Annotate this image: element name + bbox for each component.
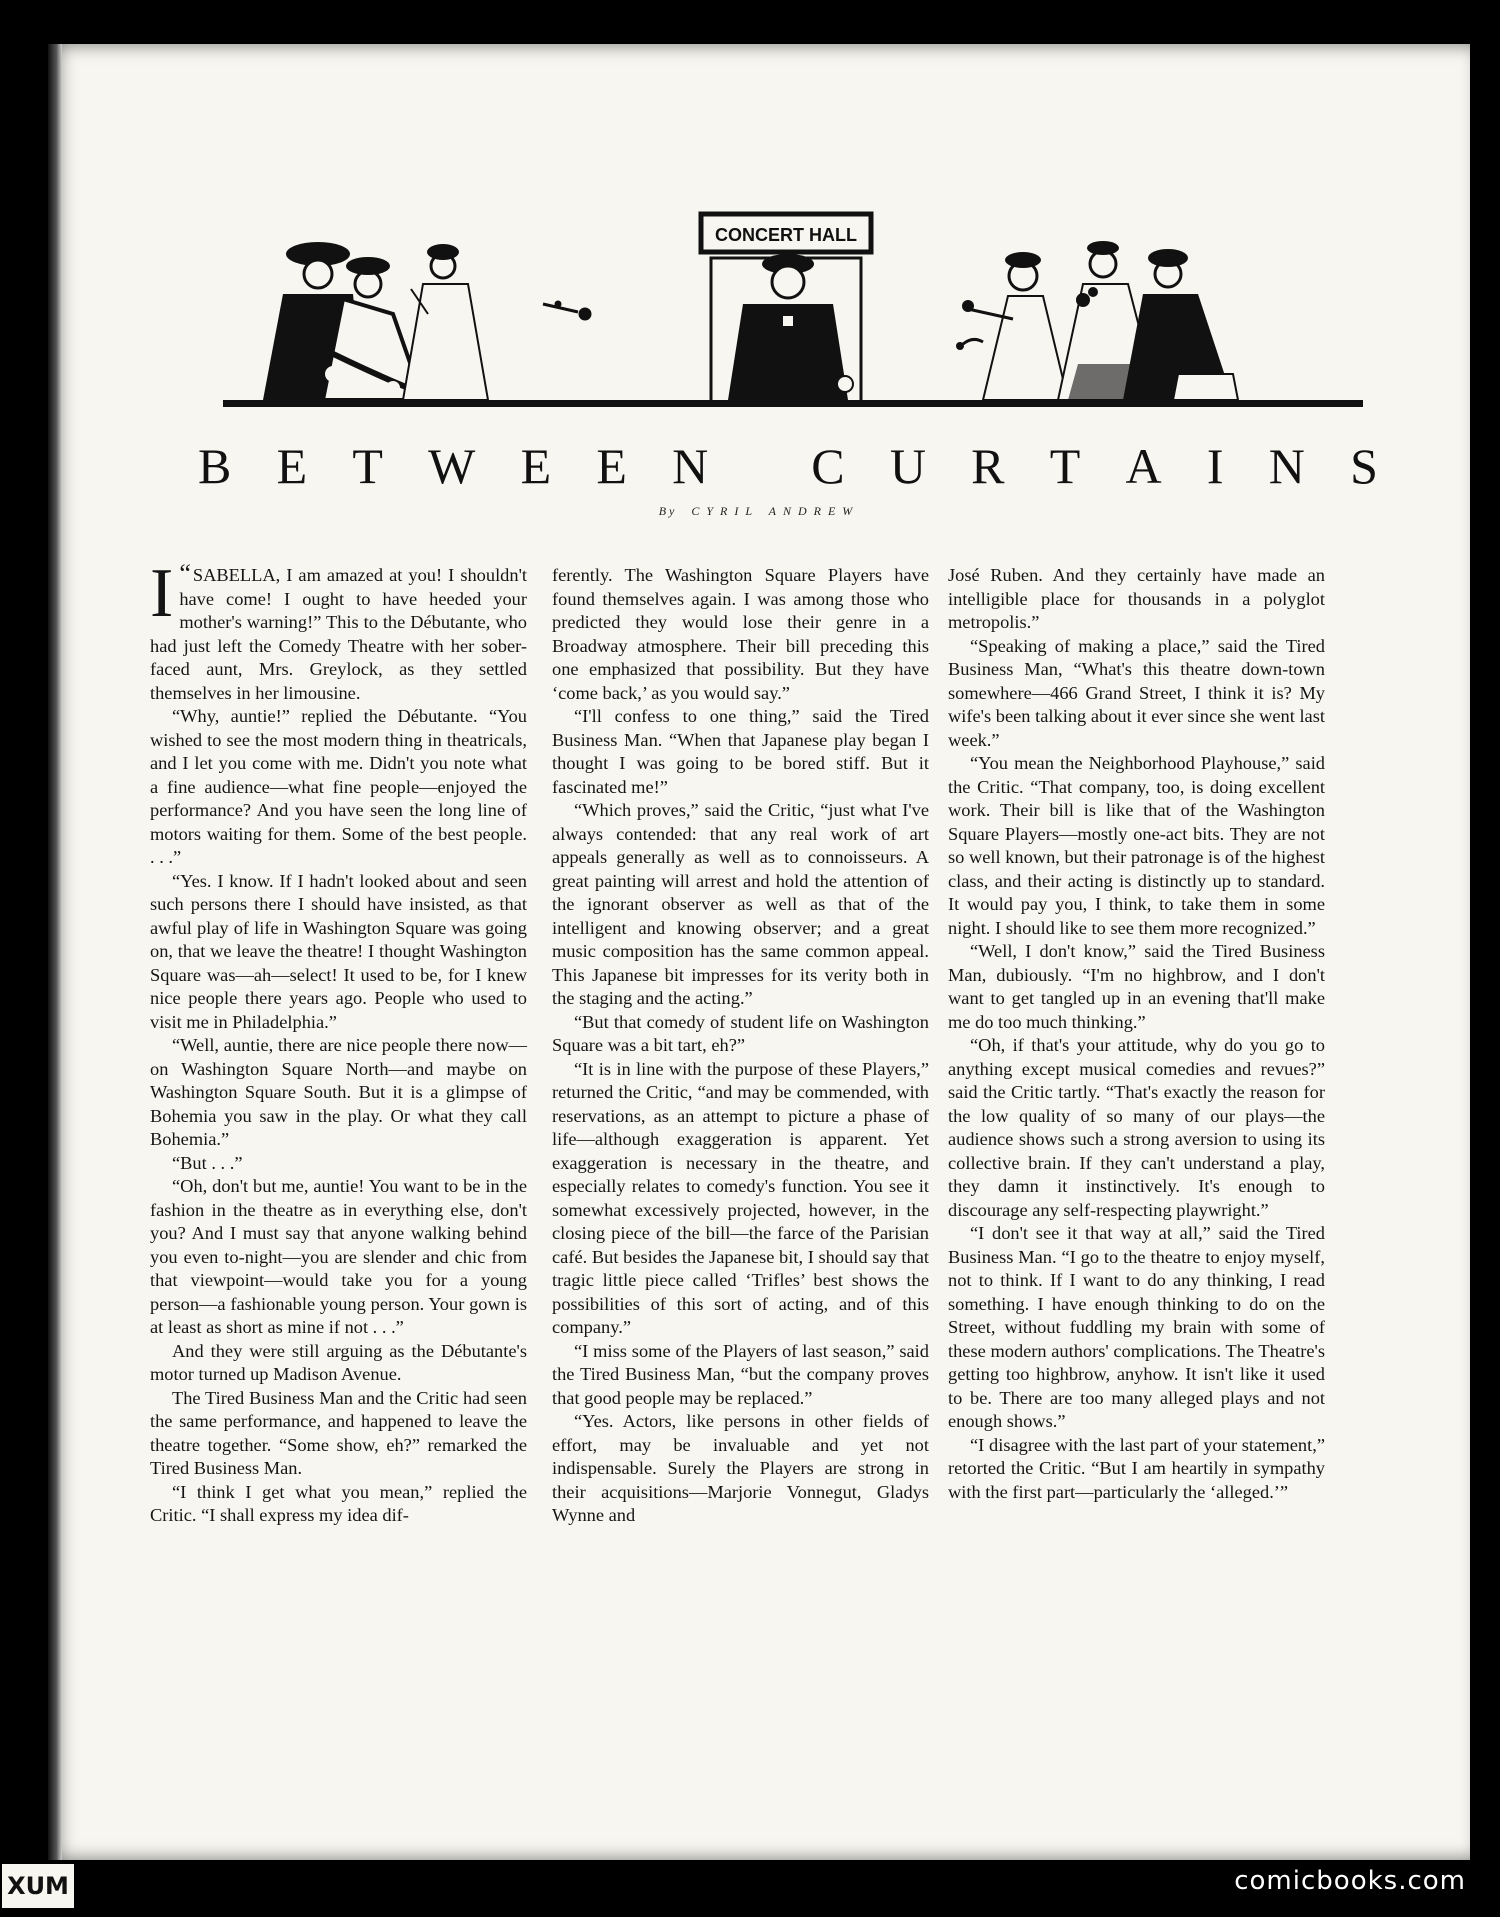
paragraph: “Oh, if that's your attitude, why do you go to anything except musical comedies and revues?” said the Critic tartly. “That's exactly the reason for the low quality of so many of our plays—the audience shows such a strong aversion to using its collective brain. If they can't understand a play, they damn it instinctively. It's enough to discourage any self-respecting playwright.” (948, 1035, 1325, 1220)
watermark-site: comicbooks.com (1234, 1866, 1466, 1896)
paragraph: “I disagree with the last part of your statement,” retorted the Critic. “But I am heartily in sympathy with the first part—particularly the ‘alleged.’” (948, 1434, 1325, 1502)
text-column-1 (150, 555, 527, 1528)
paragraph: “I think I get what you mean,” replied the Critic. “I shall express my idea dif- (150, 1481, 527, 1525)
title-letter: E (520, 438, 552, 494)
title-letter: U (889, 438, 926, 494)
title-letter: N (1268, 438, 1305, 494)
right-women-group (962, 241, 1238, 400)
scan-logo: XUM (2, 1864, 74, 1908)
title-letter: I (1206, 438, 1224, 494)
paragraph: “I'll confess to one thing,” said the Tired Business Man. “When that Japanese play began I thought I was going to be bored stiff. But it fascinated me!” (552, 706, 929, 797)
paragraph: “But that comedy of student life on Washington Square was a bit tart, eh?” (552, 1011, 929, 1055)
paragraph: “Speaking of making a place,” said the Tired Business Man, “What's this theatre down-town somewhere—466 Grand Street, I think it is? My wife's been talking about it ever since she went last week.” (948, 635, 1325, 750)
flower-thrown-right (956, 339, 983, 350)
paragraph: José Ruben. And they certainly have made an intelligible place for thousands in a polyglot metropolis.” (948, 565, 1325, 632)
paragraph: “But . . .” (172, 1152, 243, 1173)
paragraph: “Yes. Actors, like persons in other fields of effort, may be invaluable and yet not indispensable. Surely the Players are strong in their acquisitions—Marjorie Vonnegut, Gladys Wynne and (552, 1411, 929, 1525)
drop-cap: I (150, 555, 174, 632)
byline-author: CYRIL ANDREW (691, 504, 860, 518)
page-gutter-shadow (48, 44, 62, 1860)
paragraph: “I don't see it that way at all,” said the Tired Business Man. “I go to the theatre to enjoy myself, not to think. If I want to do any thinking, I read something. I have enough thinking to do on the Street, without fuddling my brain with some of these modern authors' complications. The Theatre's getting too highbrow, anyhow. It isn't like it used to be. There are too many alleged plays and not enough shows.” (948, 1223, 1325, 1431)
left-women-group (263, 242, 488, 400)
header-illustration (223, 204, 1363, 419)
title-letter: C (811, 438, 845, 494)
concert-hall-entrance (701, 214, 871, 403)
paragraph: “I miss some of the Players of last season,” said the Tired Business Man, “but the company proves that good people may be replaced.” (552, 1340, 929, 1408)
title-letter: T (1049, 438, 1081, 494)
title-letter: R (971, 438, 1005, 494)
text-column-2 (552, 564, 929, 1528)
paragraph: “Oh, don't but me, auntie! You want to be in the fashion in the theatre as in everything else, don't you? And I must say that anyone walking behind you even to-night—you are slender and chic from that viewpoint—would take you for a young person—a fashionable young person. Your gown is at least as short as mine if not . . .” (150, 1176, 527, 1337)
paragraph: “It is in line with the purpose of these Players,” returned the Critic, “and may be commended, with reservations, as an attempt to picture a phase of life—although exaggeration is apparent. Yet exaggeration is necessary in the theatre, and especially relates to comedy's function. You see it somewhat excessively projected, however, in the closing piece of the bill—the farce of the Parisian café. But besides the Japanese bit, I should say that tragic little piece called ‘Trifles’ best shows the possibilities of this sort of acting, and of this company.” (552, 1058, 929, 1337)
title-letter: E (596, 438, 627, 494)
paragraph: “Yes. I know. If I hadn't looked about and seen such persons there I should have insisted, as that awful play of life in Washington Square was going on, that we leave the theatre! I thought Washington Square was—ah—select! It used to be, for I knew nice people there years ago. People who used to visit me in Philadelphia.” (150, 870, 527, 1032)
title-letter: S (1350, 438, 1378, 494)
paragraph: “Well, I don't know,” said the Tired Business Man, dubiously. “I'm no highbrow, and I don't want to get tangled up in an evening that'll make me do too much thinking.” (948, 941, 1325, 1032)
title-space (754, 437, 767, 495)
byline (48, 504, 1470, 519)
title-letter: W (428, 438, 476, 494)
paragraph: And they were still arguing as the Débutante's motor turned up Madison Avenue. (150, 1340, 527, 1384)
paragraph: The Tired Business Man and the Critic had seen the same performance, and happened to leave the theatre together. “Some show, eh?” remarked the Tired Business Man. (150, 1387, 527, 1478)
title-letter: B (198, 438, 232, 494)
byline-by: By (658, 504, 678, 518)
title-letter: A (1125, 438, 1162, 494)
paragraph: “You mean the Neighborhood Playhouse,” said the Critic. “That company, too, is doing excellent work. Their bill is like that of the Washington Square Players—mostly one-act bits. They are not so well known, but their patronage is of the highest class, and their acting is distinctly up to standard. It would pay you, I think, to take them in some night. I should like to see them more recognized.” (948, 753, 1325, 938)
paragraph: “Which proves,” said the Critic, “just what I've always contended: that any real work of art appeals generally as well as to connoisseurs. A great painting will arrest and hold the attention of the ignorant observer as well as that of the intelligent and knowing observer; and a great music composition has the same common appeal. This Japanese bit impresses for its verity both in the staging and the acting.” (552, 800, 929, 1008)
magazine-page (48, 44, 1470, 1860)
title-letter: E (276, 438, 308, 494)
title-letter: T (352, 438, 383, 494)
paragraph: “ I SABELLA, I am amazed at you! I shouldn't have come! I ought to have heeded your mother's warning!” This to the Débutante, who had just left the Comedy Theatre with her sober-faced aunt, Mrs. Greylock, as they settled themselves in her limousine. (150, 555, 527, 703)
concert-hall-sign: CONCERT HALL (715, 225, 857, 245)
paragraph: “Well, auntie, there are nice people there now—on Washington Square North—and maybe on Washington Square South. But it is a glimpse of Bohemia you saw in the play. Or what they call Bohemia.” (150, 1035, 527, 1149)
paragraph: “Why, auntie!” replied the Débutante. “You wished to see the most modern thing in theatricals, and I let you come with me. Didn't you note what a fine audience—what fine people—enjoyed the performance? And you have seen the long line of motors waiting for them. Some of the best people. . . .” (150, 706, 527, 867)
title-letter: N (672, 438, 709, 494)
paragraph: ferently. The Washington Square Players have found themselves again. I was among those who predicted they would lose their genre in a Broadway atmosphere. Their bill preceding this one emphasized that possibility. But they have ‘come back,’ as you would say.” (552, 565, 929, 703)
article-title (198, 436, 1378, 496)
text-column-3 (948, 564, 1325, 1504)
flower-thrown-left (543, 301, 591, 320)
